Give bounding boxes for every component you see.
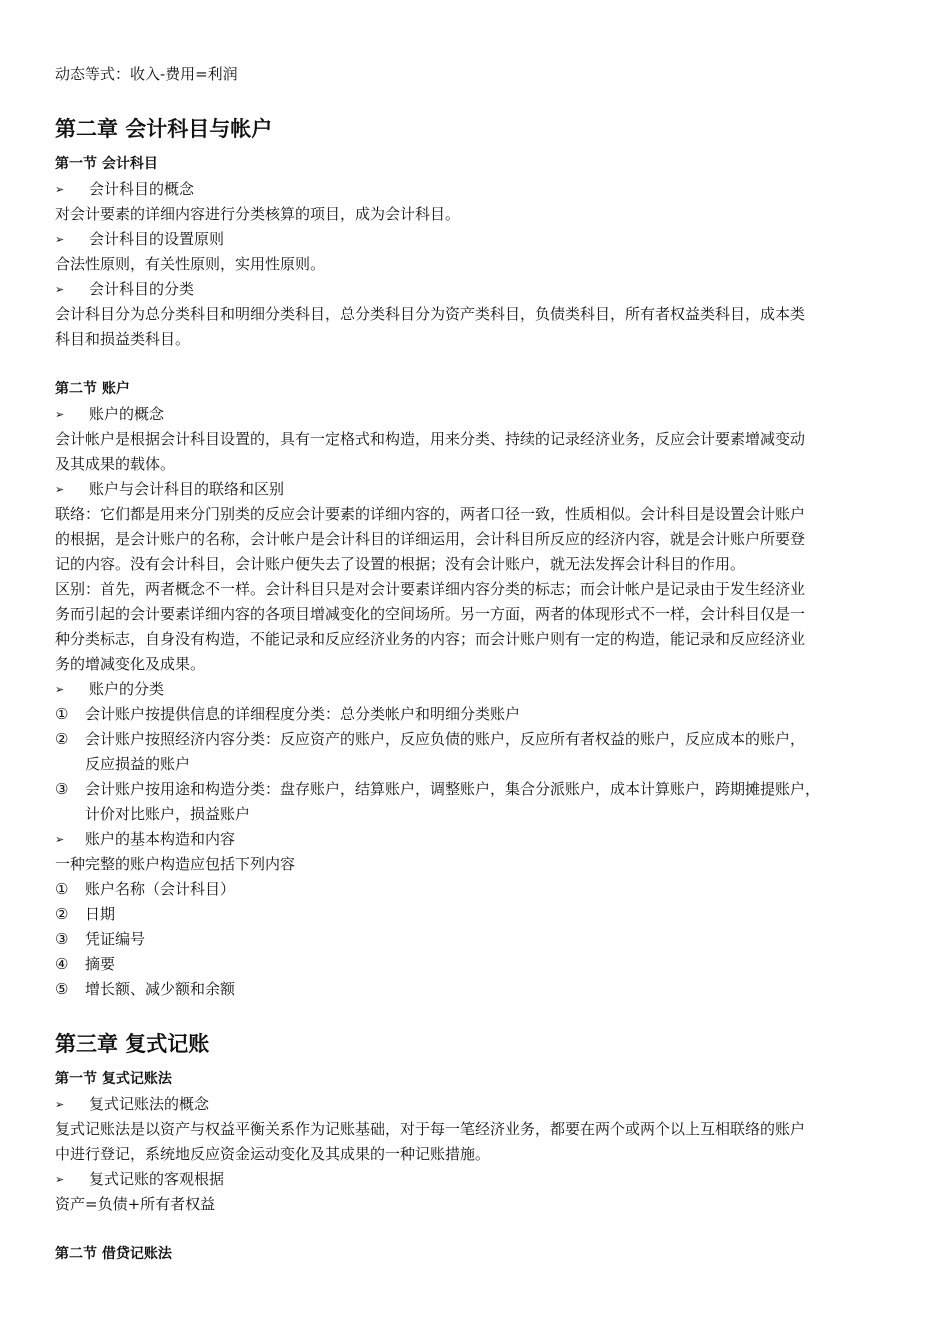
item-number: ④: [55, 955, 69, 973]
item-text: 会计账户按用途和构造分类：盘存账户，结算账户，调整账户，集合分派账户，成本计算账户，跨期摊提账户，: [85, 780, 821, 798]
paragraph: 资产=负债+所有者权益: [55, 1195, 216, 1213]
numbered-item: [55, 902, 905, 927]
numbered-item: [55, 702, 905, 727]
item-text: 反应损益的账户: [85, 755, 191, 773]
item-number: ②: [55, 905, 69, 923]
numbered-item: [55, 777, 905, 802]
item-text: 会计账户按照经济内容分类：反应资产的账户，反应负债的账户，反应所有者权益的账户，反应成本的账户，: [85, 730, 806, 748]
bullet-item: [55, 677, 905, 702]
arrow-bullet-icon: ➢: [55, 1098, 65, 1111]
item-text: 增长额、减少额和余额: [85, 980, 236, 998]
paragraph-line: 种分类标志，自身没有构造，不能记录和反应经济业务的内容；而会计账户则有一定的构造，能记录和反应经济业: [55, 630, 806, 648]
section-3-1-title: 第一节 复式记账法: [55, 1071, 172, 1087]
section-3-2-title: 第二节 借贷记账法: [55, 1246, 172, 1262]
section-2-1-title: 第一节 会计科目: [55, 156, 158, 172]
item-number: ③: [55, 780, 69, 798]
bullet-item: [55, 402, 905, 427]
arrow-bullet-icon: ➢: [55, 283, 65, 296]
chapter-3-title: 第三章 复式记账: [55, 1032, 210, 1056]
bullet-item: [55, 477, 905, 502]
bullet-text: 会计科目的分类: [89, 280, 195, 298]
item-text: 日期: [85, 905, 116, 923]
bullet-text: 账户的基本构造和内容: [85, 830, 236, 848]
numbered-item: [55, 952, 905, 977]
arrow-bullet-icon: ➢: [55, 683, 65, 696]
item-number: ③: [55, 930, 69, 948]
bullet-text: 账户的分类: [89, 680, 165, 698]
document-page: [55, 62, 905, 1267]
arrow-bullet-icon: ➢: [55, 833, 65, 846]
bullet-text: 账户与会计科目的联络和区别: [89, 480, 285, 498]
bullet-item: [55, 827, 905, 852]
paragraph: 合法性原则，有关性原则，实用性原则。: [55, 255, 326, 273]
item-text: 凭证编号: [85, 930, 146, 948]
arrow-bullet-icon: ➢: [55, 183, 65, 196]
section-2-2-title: 第二节 账户: [55, 381, 130, 397]
numbered-item: [55, 927, 905, 952]
bullet-text: 会计科目的设置原则: [89, 230, 225, 248]
item-text: 计价对比账户，损益账户: [85, 805, 251, 823]
item-text: 摘要: [85, 955, 116, 973]
item-number: ①: [55, 705, 69, 723]
numbered-item-continuation: [55, 802, 905, 827]
bullet-item: [55, 227, 905, 252]
paragraph-line: 中进行登记，系统地反应资金运动变化及其成果的一种记账措施。: [55, 1145, 491, 1163]
bullet-text: 会计科目的概念: [89, 180, 195, 198]
paragraph-line: 务的增减变化及成果。: [55, 655, 206, 673]
paragraph-line: 会计帐户是根据会计科目设置的，具有一定格式和构造，用来分类、持续的记录经济业务，反应会计要素增减变动: [55, 430, 806, 448]
paragraph-line: 联络：它们都是用来分门别类的反应会计要素的详细内容的，两者口径一致，性质相似。会计科目是设置会计账户: [55, 505, 806, 523]
intro-paragraph: 动态等式：收入-费用=利润: [55, 65, 238, 83]
arrow-bullet-icon: ➢: [55, 408, 65, 421]
bullet-item: [55, 1092, 905, 1117]
paragraph-line: 区别：首先，两者概念不一样。会计科目只是对会计要素详细内容分类的标志；而会计帐户是记录由于发生经济业: [55, 580, 806, 598]
item-text: 账户名称（会计科目）: [85, 880, 236, 898]
paragraph-line: 复式记账法是以资产与权益平衡关系作为记账基础，对于每一笔经济业务，都要在两个或两个以上互相联络的账户: [55, 1120, 806, 1138]
bullet-text: 复式记账法的概念: [89, 1095, 210, 1113]
arrow-bullet-icon: ➢: [55, 483, 65, 496]
arrow-bullet-icon: ➢: [55, 1173, 65, 1186]
item-number: ⑤: [55, 980, 69, 998]
paragraph-line: 务而引起的会计要素详细内容的各项目增减变化的空间场所。另一方面，两者的体现形式不一样，会计科目仅是一: [55, 605, 806, 623]
chapter-2-title: 第二章 会计科目与帐户: [55, 117, 273, 141]
numbered-item: [55, 977, 905, 1002]
paragraph: 对会计要素的详细内容进行分类核算的项目，成为会计科目。: [55, 205, 461, 223]
paragraph-line: 记的内容。没有会计科目，会计账户便失去了设置的根据；没有会计账户，就无法发挥会计科目的作用。: [55, 555, 746, 573]
numbered-item: [55, 727, 905, 752]
numbered-item: [55, 877, 905, 902]
bullet-text: 账户的概念: [89, 405, 165, 423]
paragraph-line: 的根据，是会计账户的名称，会计帐户是会计科目的详细运用，会计科目所反应的经济内容，就是会计账户所要登: [55, 530, 806, 548]
bullet-item: [55, 177, 905, 202]
item-text: 会计账户按提供信息的详细程度分类：总分类帐户和明细分类账户: [85, 705, 521, 723]
bullet-item: [55, 277, 905, 302]
bullet-item: [55, 1167, 905, 1192]
paragraph: 一种完整的账户构造应包括下列内容: [55, 855, 296, 873]
item-number: ①: [55, 880, 69, 898]
bullet-text: 复式记账的客观根据: [89, 1170, 225, 1188]
arrow-bullet-icon: ➢: [55, 233, 65, 246]
paragraph-line: 会计科目分为总分类科目和明细分类科目，总分类科目分为资产类科目，负债类科目，所有者权益类科目，成本类: [55, 305, 806, 323]
item-number: ②: [55, 730, 69, 748]
paragraph-line: 及其成果的载体。: [55, 455, 176, 473]
paragraph-line: 科目和损益类科目。: [55, 330, 191, 348]
numbered-item-continuation: [55, 752, 905, 777]
